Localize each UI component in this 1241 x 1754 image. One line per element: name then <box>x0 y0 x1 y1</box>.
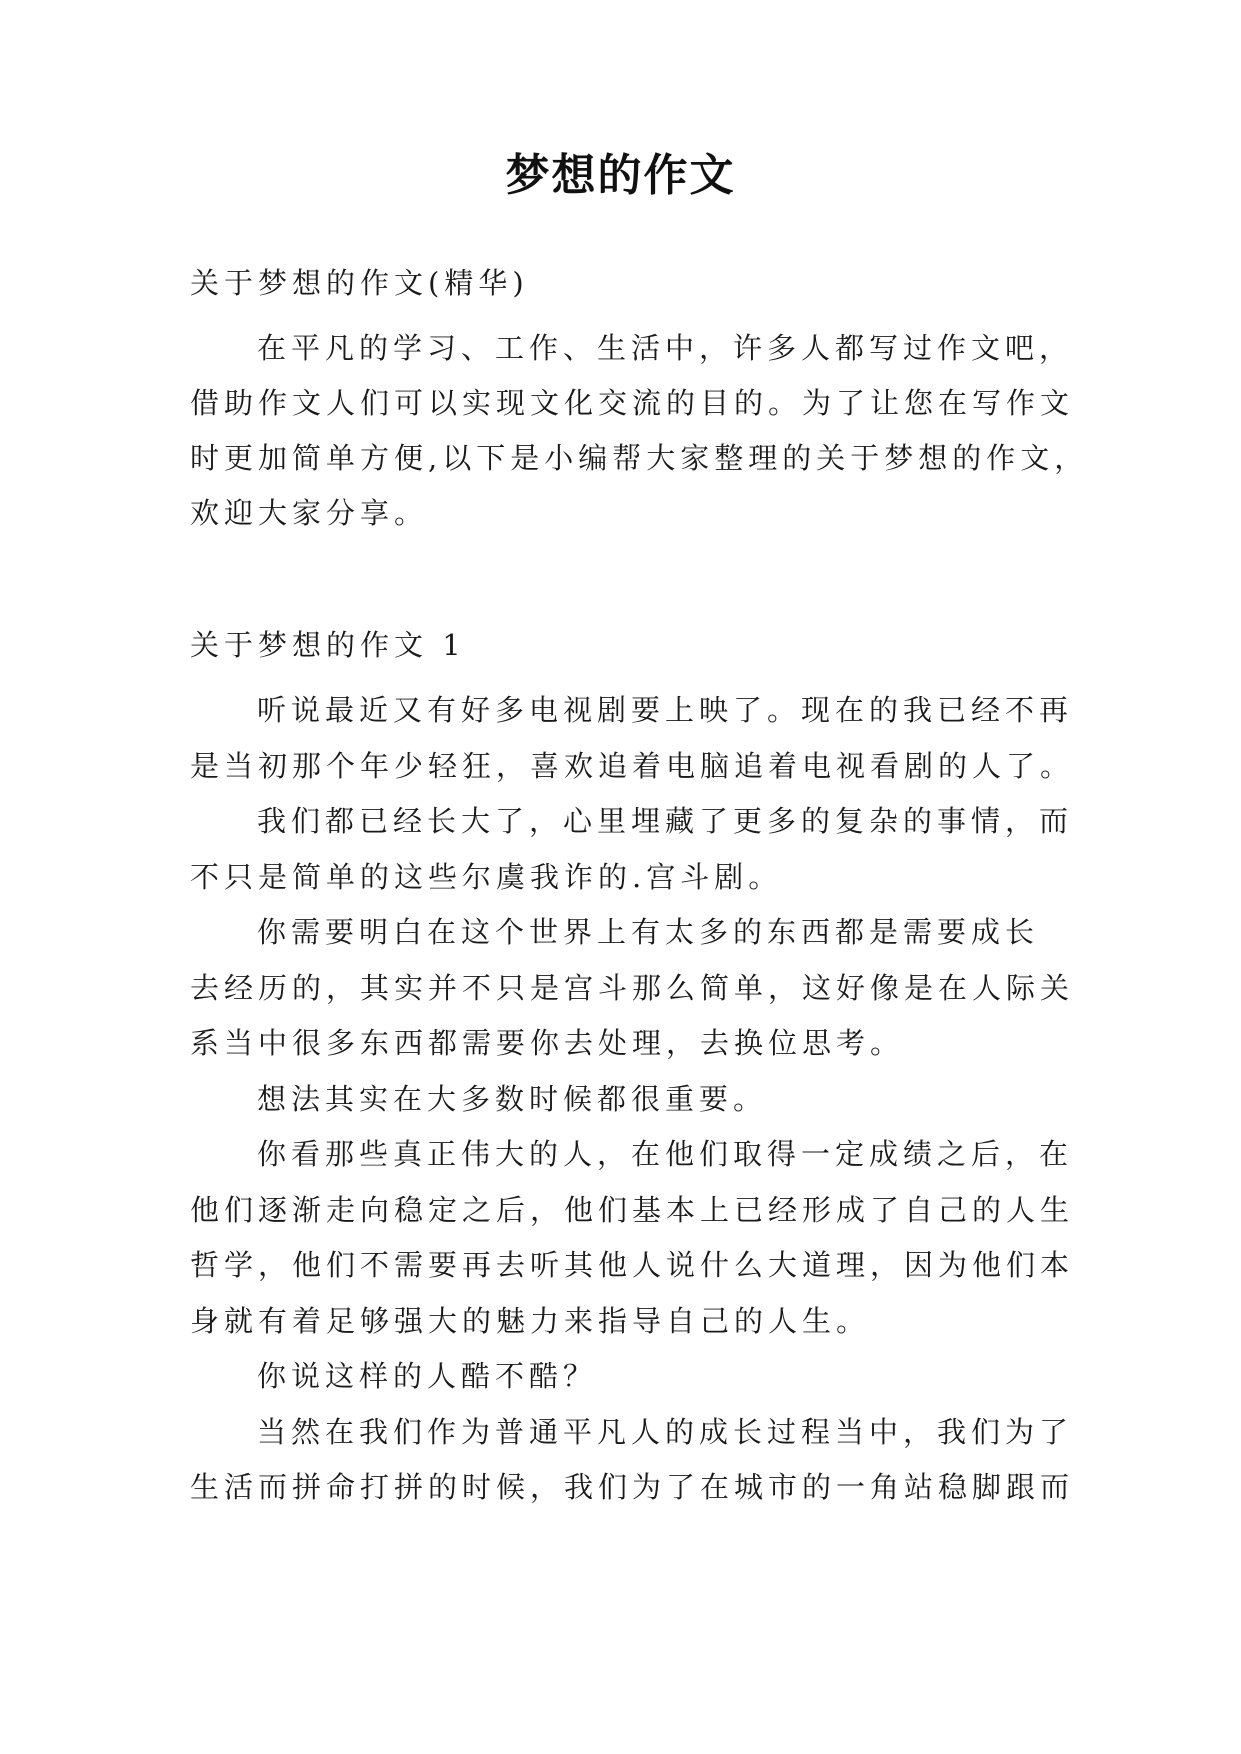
paragraph-line: 想法其实在大多数时候都很重要。 <box>257 1082 768 1116</box>
paragraph-line: 你说这样的人酷不酷？ <box>257 1359 598 1393</box>
paragraph-line: 是当初那个年少轻狂，喜欢追着电脑追着电视看剧的人了。 <box>190 749 1075 783</box>
paragraph-line: 欢迎大家分享。 <box>190 496 429 530</box>
paragraph-line: 听说最近又有好多电视剧要上映了。现在的我已经不再 <box>257 693 1074 727</box>
paragraph-line: 去经历的，其实并不只是宫斗那么简单，这好像是在人际关 <box>190 971 1075 1005</box>
paragraph-line: 不只是简单的这些尔虞我诈的.宫斗剧。 <box>190 860 783 894</box>
paragraph-line: 生活而拼命打拼的时候，我们为了在城市的一角站稳脚跟而 <box>190 1470 1075 1504</box>
paragraph-line: 系当中很多东西都需要你去处理，去换位思考。 <box>190 1026 905 1060</box>
paragraph-line: 你看那些真正伟大的人，在他们取得一定成绩之后，在 <box>257 1137 1074 1171</box>
paragraph-line: 我们都已经长大了，心里埋藏了更多的复杂的事情，而 <box>257 804 1074 838</box>
paragraph-line: 时更加简单方便,以下是小编帮大家整理的关于梦想的作文， <box>190 441 1089 475</box>
section-heading: 关于梦想的作文 1 <box>190 628 466 662</box>
paragraph-line: 借助作文人们可以实现文化交流的目的。为了让您在写作文 <box>190 386 1075 420</box>
paragraph-line: 你需要明白在这个世界上有太多的东西都是需要成长 <box>257 915 1040 949</box>
paragraph-line: 当然在我们作为普通平凡人的成长过程当中，我们为了 <box>257 1415 1074 1449</box>
paragraph-line: 身就有着足够强大的魅力来指导自己的人生。 <box>190 1304 871 1338</box>
paragraph-line: 哲学，他们不需要再去听其他人说什么大道理，因为他们本 <box>190 1248 1075 1282</box>
paragraph-line: 在平凡的学习、工作、生活中，许多人都写过作文吧， <box>257 331 1074 365</box>
intro-heading: 关于梦想的作文(精华) <box>190 266 529 300</box>
paragraph-line: 他们逐渐走向稳定之后，他们基本上已经形成了自己的人生 <box>190 1193 1075 1227</box>
document-title: 梦想的作文 <box>505 150 736 201</box>
